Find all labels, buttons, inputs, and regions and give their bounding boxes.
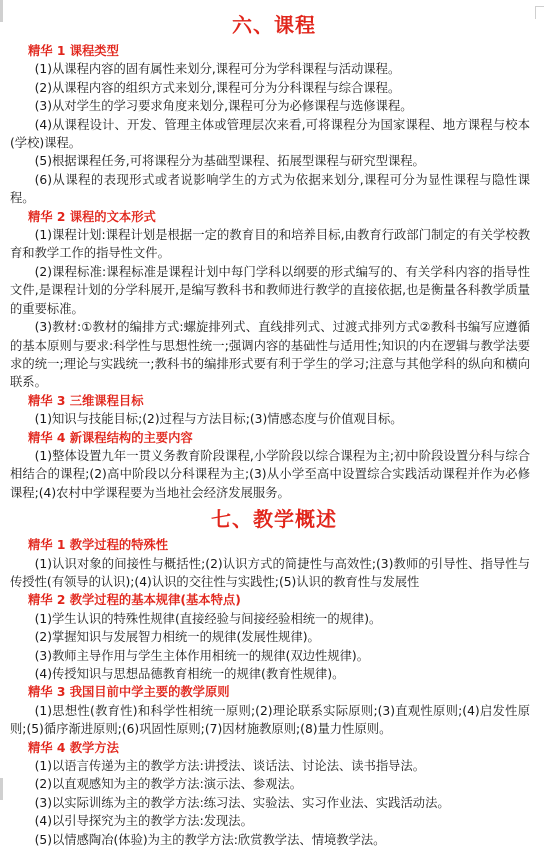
subsection-heading: 精华 2 教学过程的基本规律(基本特点) (28, 593, 241, 608)
paragraph: (3)教师主导作用与学生主体作用相统一的规律(双边性规律)。 (34, 648, 370, 663)
paragraph: (1)课程计划:课程计划是根据一定的教育目的和培养目标,由教育行政部门制定的有关学校教育和教学工作的指导性文件。 (10, 228, 530, 261)
paragraph: (3)以实际训练为主的教学方法:练习法、实验法、实习作业法、实践活动法。 (34, 795, 450, 810)
paragraph: (6)从课程的表现形式或者说影响学生的方式为依据来划分,课程可分为显性课程与隐性课程。 (10, 172, 530, 206)
paragraph: (2)掌握知识与发展智力相统一的规律(发展性规律)。 (34, 630, 320, 645)
paragraph: (1)整体设置九年一贯义务教育阶段课程,小学阶段以综合课程为主;初中阶段设置分科与综合相结合的课程;(2)高中阶段以分科课程为主;(3)从小学至高中设置综合实践活动课程并作为必修课程;(4)农村中学课程要为当地社会经济发展服务。 (10, 448, 530, 500)
paragraph: (1)知识与技能目标;(2)过程与方法目标;(3)情感态度与价值观目标。 (34, 412, 403, 427)
paragraph: (3)从对学生的学习要求角度来划分,课程可分为必修课程与选修课程。 (34, 99, 413, 114)
subsection-heading: 精华 3 我国目前中学主要的教学原则 (28, 685, 230, 700)
paragraph: (5)根据课程任务,可将课程分为基础型课程、拓展型课程与研究型课程。 (34, 154, 425, 169)
section-title-teaching-overview: 七、教学概述 (211, 507, 337, 532)
paragraph: (1)以语言传递为主的教学方法:讲授法、谈话法、讨论法、读书指导法。 (34, 759, 426, 774)
paragraph: (2)课程标准:课程标准是课程计划中每门学科以纲要的形式编写的、有关学科内容的指导性文件,是课程计划的分学科展开,是编写教科书和教师进行教学的直接依据,也是衡量各科教学质量的重要标准。 (10, 264, 530, 316)
paragraph: (4)从课程设计、开发、管理主体或管理层次来看,可将课程分为国家课程、地方课程与校本(学校)课程。 (10, 117, 530, 151)
paragraph: (2)从课程内容的组织方式来划分,课程可分为分科课程与综合课程。 (34, 80, 401, 95)
paragraph: (5)以情感陶冶(体验)为主的教学方法:欣赏教学法、情境教学法。 (34, 832, 386, 847)
subsection-heading: 精华 2 课程的文本形式 (28, 209, 156, 224)
subsection-heading: 精华 4 新课程结构的主要内容 (28, 430, 193, 445)
paragraph: (4)传授知识与思想品德教育相统一的规律(教育性规律)。 (34, 667, 345, 681)
paragraph: (1)认识对象的间接性与概括性;(2)认识方式的简捷性与高效性;(3)教师的引导性、指导性与传授性(有领导的认识);(4)认识的交往性与实践性;(5)认识的教育性与发展性 (10, 556, 530, 589)
paragraph: (4)以引导探究为主的教学方法:发现法。 (34, 814, 253, 829)
paragraph: (1)从课程内容的固有属性来划分,课程可分为学科课程与活动课程。 (34, 62, 401, 77)
paragraph: (1)思想性(教育性)和科学性相统一原则;(2)理论联系实际原则;(3)直观性原则;(4)启发性原则;(5)循序渐进原则;(6)巩固性原则;(7)因材施教原则;(8)量力性原则。 (10, 703, 530, 737)
paragraph: (3)教材:①教材的编排方式:螺旋排列式、直线排列式、过渡式排列方式②教科书编写应遵循的基本原则与要求:科学性与思想性统一;强调内容的基础性与适用性;知识的内在逻辑与教学法要求的统一;理论与实践统一;教科书的编排形式要有利于学生的学习;注意与其他学科的纵向和横向联系。 (10, 320, 530, 390)
paragraph: (1)学生认识的特殊性规律(直接经验与间接经验相统一的规律)。 (34, 611, 382, 626)
paragraph: (2)以直观感知为主的教学方法:演示法、参观法。 (34, 777, 303, 792)
document-content (0, 12, 548, 849)
section-title-curriculum: 六、课程 (232, 13, 316, 37)
subsection-heading: 精华 1 课程类型 (28, 44, 119, 58)
subsection-heading: 精华 4 教学方法 (28, 740, 119, 755)
subsection-heading: 精华 3 三维课程目标 (28, 393, 144, 408)
subsection-heading: 精华 1 教学过程的特殊性 (28, 538, 169, 553)
